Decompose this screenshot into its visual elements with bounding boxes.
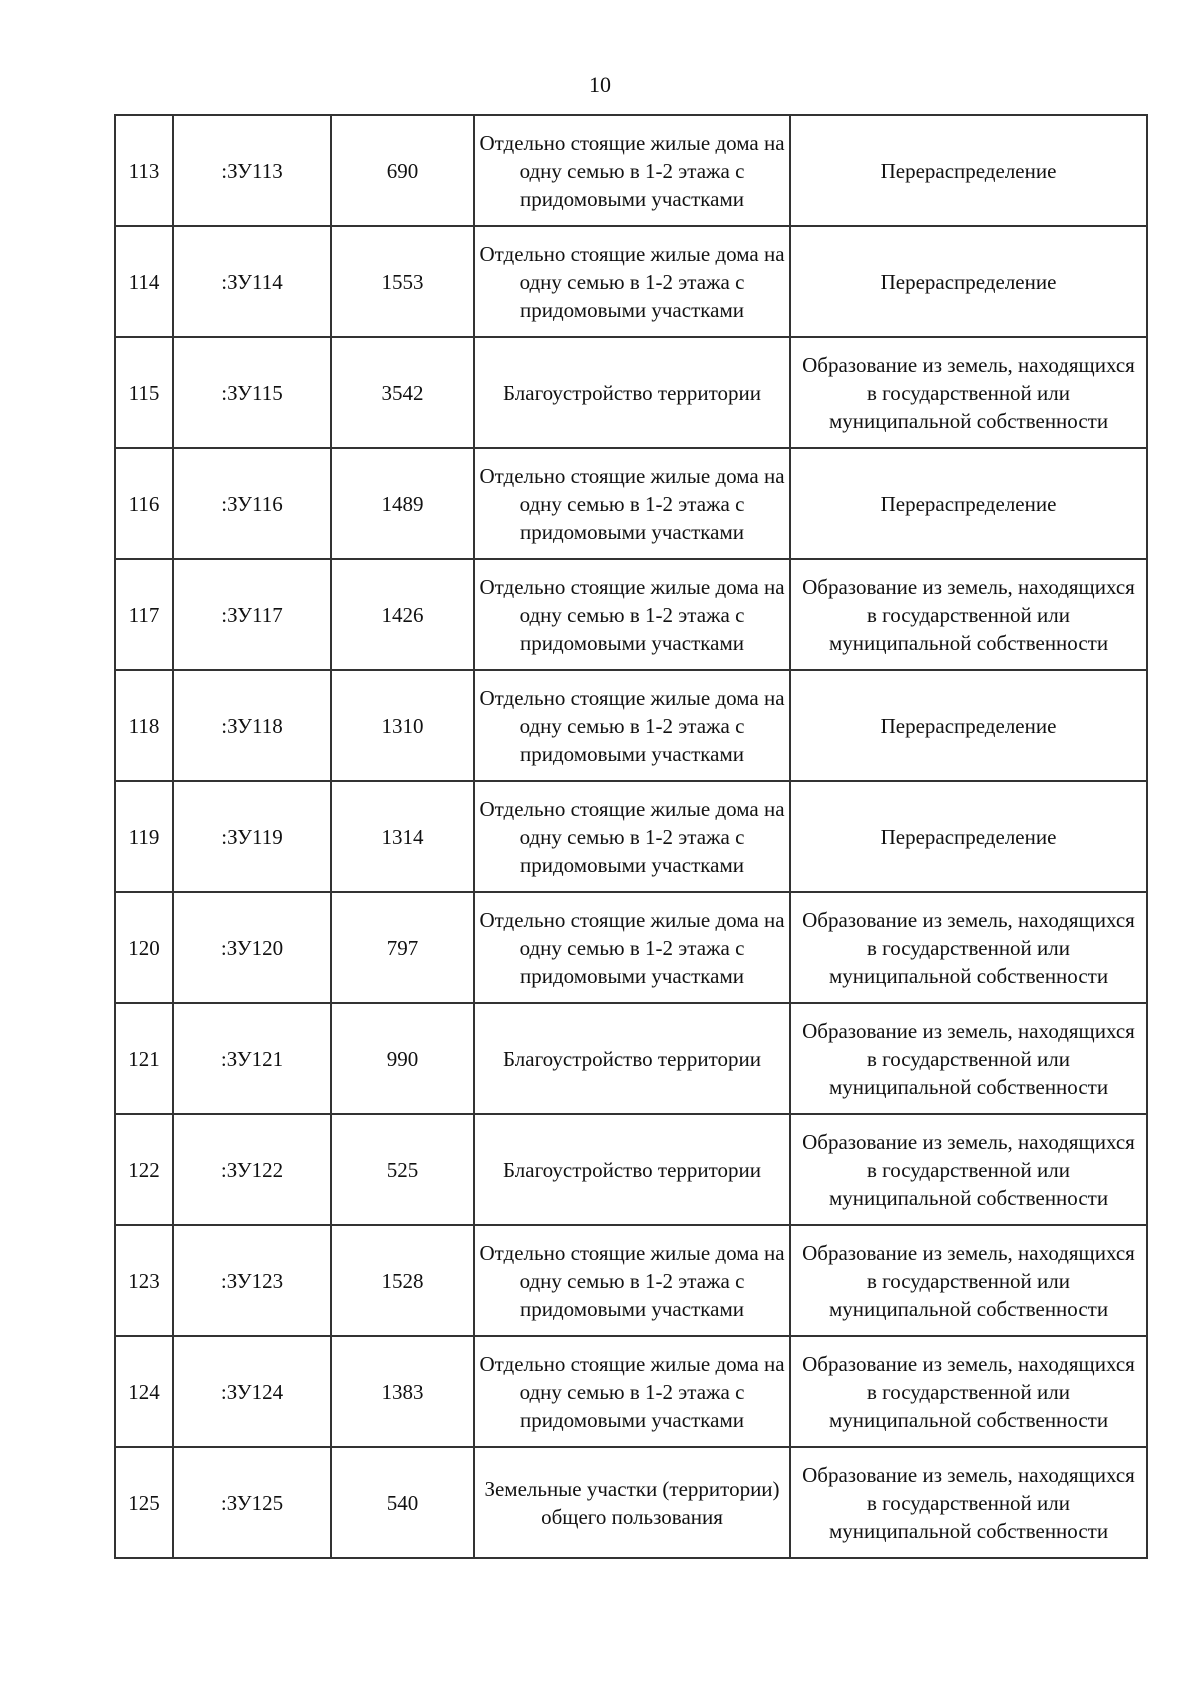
row-number-cell: 116 bbox=[115, 448, 173, 559]
row-number-cell: 123 bbox=[115, 1225, 173, 1336]
permitted-use-cell: Отдельно стоящие жилые дома на одну семью в 1-2 этажа с придомовыми участками bbox=[474, 781, 790, 892]
row-number-cell: 125 bbox=[115, 1447, 173, 1558]
area-cell: 1489 bbox=[331, 448, 474, 559]
formation-method-cell: Перераспределение bbox=[790, 670, 1147, 781]
formation-method-cell: Образование из земель, находящихся в государственной или муниципальной собственности bbox=[790, 1003, 1147, 1114]
area-cell: 1314 bbox=[331, 781, 474, 892]
parcel-id-cell: :ЗУ122 bbox=[173, 1114, 331, 1225]
formation-method-cell: Образование из земель, находящихся в государственной или муниципальной собственности bbox=[790, 1114, 1147, 1225]
parcel-id-cell: :ЗУ116 bbox=[173, 448, 331, 559]
permitted-use-cell: Отдельно стоящие жилые дома на одну семью в 1-2 этажа с придомовыми участками bbox=[474, 670, 790, 781]
area-cell: 990 bbox=[331, 1003, 474, 1114]
permitted-use-cell: Отдельно стоящие жилые дома на одну семью в 1-2 этажа с придомовыми участками bbox=[474, 448, 790, 559]
parcel-id-cell: :ЗУ117 bbox=[173, 559, 331, 670]
table-row bbox=[115, 892, 1147, 1003]
row-number-cell: 119 bbox=[115, 781, 173, 892]
parcel-id-cell: :ЗУ123 bbox=[173, 1225, 331, 1336]
table-row bbox=[115, 1336, 1147, 1447]
area-cell: 3542 bbox=[331, 337, 474, 448]
formation-method-cell: Перераспределение bbox=[790, 226, 1147, 337]
table-body bbox=[115, 115, 1147, 1558]
table-row bbox=[115, 226, 1147, 337]
parcel-id-cell: :ЗУ125 bbox=[173, 1447, 331, 1558]
permitted-use-cell: Отдельно стоящие жилые дома на одну семью в 1-2 этажа с придомовыми участками bbox=[474, 892, 790, 1003]
table-row bbox=[115, 1114, 1147, 1225]
area-cell: 1310 bbox=[331, 670, 474, 781]
parcel-id-cell: :ЗУ115 bbox=[173, 337, 331, 448]
parcel-id-cell: :ЗУ114 bbox=[173, 226, 331, 337]
parcel-id-cell: :ЗУ119 bbox=[173, 781, 331, 892]
table-row bbox=[115, 337, 1147, 448]
area-cell: 690 bbox=[331, 115, 474, 226]
parcel-id-cell: :ЗУ118 bbox=[173, 670, 331, 781]
row-number-cell: 117 bbox=[115, 559, 173, 670]
row-number-cell: 120 bbox=[115, 892, 173, 1003]
area-cell: 1383 bbox=[331, 1336, 474, 1447]
permitted-use-cell: Отдельно стоящие жилые дома на одну семью в 1-2 этажа с придомовыми участками bbox=[474, 1336, 790, 1447]
row-number-cell: 121 bbox=[115, 1003, 173, 1114]
permitted-use-cell: Отдельно стоящие жилые дома на одну семью в 1-2 этажа с придомовыми участками bbox=[474, 115, 790, 226]
parcel-id-cell: :ЗУ113 bbox=[173, 115, 331, 226]
formation-method-cell: Образование из земель, находящихся в государственной или муниципальной собственности bbox=[790, 892, 1147, 1003]
formation-method-cell: Образование из земель, находящихся в государственной или муниципальной собственности bbox=[790, 559, 1147, 670]
permitted-use-cell: Отдельно стоящие жилые дома на одну семью в 1-2 этажа с придомовыми участками bbox=[474, 226, 790, 337]
area-cell: 797 bbox=[331, 892, 474, 1003]
area-cell: 540 bbox=[331, 1447, 474, 1558]
formation-method-cell: Перераспределение bbox=[790, 115, 1147, 226]
area-cell: 1553 bbox=[331, 226, 474, 337]
permitted-use-cell: Благоустройство территории bbox=[474, 337, 790, 448]
row-number-cell: 122 bbox=[115, 1114, 173, 1225]
parcel-id-cell: :ЗУ121 bbox=[173, 1003, 331, 1114]
table-row bbox=[115, 1447, 1147, 1558]
table-row bbox=[115, 115, 1147, 226]
table-row bbox=[115, 670, 1147, 781]
table-row bbox=[115, 559, 1147, 670]
parcel-id-cell: :ЗУ124 bbox=[173, 1336, 331, 1447]
table-row bbox=[115, 781, 1147, 892]
row-number-cell: 124 bbox=[115, 1336, 173, 1447]
formation-method-cell: Перераспределение bbox=[790, 448, 1147, 559]
table-row bbox=[115, 448, 1147, 559]
row-number-cell: 118 bbox=[115, 670, 173, 781]
table-row bbox=[115, 1225, 1147, 1336]
formation-method-cell: Перераспределение bbox=[790, 781, 1147, 892]
row-number-cell: 113 bbox=[115, 115, 173, 226]
formation-method-cell: Образование из земель, находящихся в государственной или муниципальной собственности bbox=[790, 1225, 1147, 1336]
permitted-use-cell: Благоустройство территории bbox=[474, 1114, 790, 1225]
formation-method-cell: Образование из земель, находящихся в государственной или муниципальной собственности bbox=[790, 1336, 1147, 1447]
table-row bbox=[115, 1003, 1147, 1114]
area-cell: 1426 bbox=[331, 559, 474, 670]
permitted-use-cell: Отдельно стоящие жилые дома на одну семью в 1-2 этажа с придомовыми участками bbox=[474, 559, 790, 670]
permitted-use-cell: Земельные участки (территории) общего пользования bbox=[474, 1447, 790, 1558]
permitted-use-cell: Отдельно стоящие жилые дома на одну семью в 1-2 этажа с придомовыми участками bbox=[474, 1225, 790, 1336]
permitted-use-cell: Благоустройство территории bbox=[474, 1003, 790, 1114]
area-cell: 525 bbox=[331, 1114, 474, 1225]
row-number-cell: 114 bbox=[115, 226, 173, 337]
row-number-cell: 115 bbox=[115, 337, 173, 448]
page-number: 10 bbox=[589, 72, 611, 97]
area-cell: 1528 bbox=[331, 1225, 474, 1336]
formation-method-cell: Образование из земель, находящихся в государственной или муниципальной собственности bbox=[790, 1447, 1147, 1558]
land-parcels-table bbox=[114, 114, 1148, 1559]
parcel-id-cell: :ЗУ120 bbox=[173, 892, 331, 1003]
formation-method-cell: Образование из земель, находящихся в государственной или муниципальной собственности bbox=[790, 337, 1147, 448]
